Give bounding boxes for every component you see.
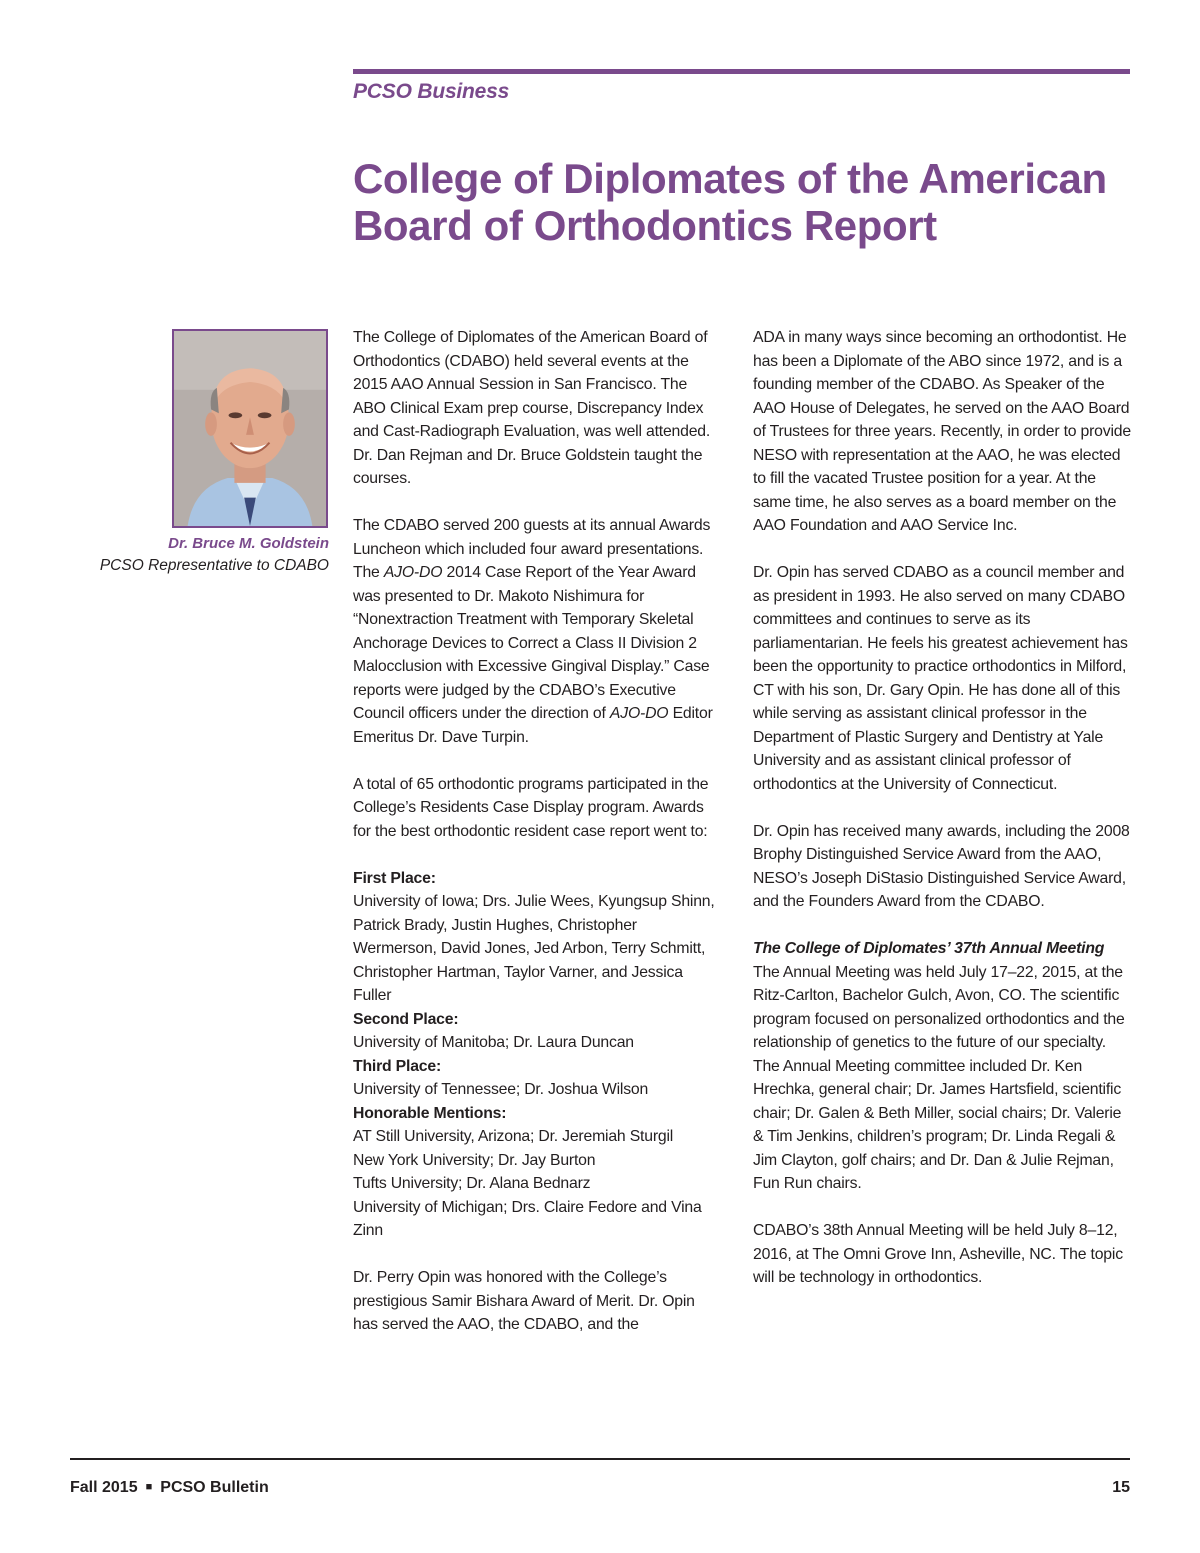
award-second-text: University of Manitoba; Dr. Laura Duncan xyxy=(353,1034,634,1051)
paragraph: Dr. Perry Opin was honored with the College’s prestigious Samir Bishara Award of Merit. Dr. Opin has served the AAO, the CDABO, and the xyxy=(353,1269,695,1333)
footer-rule xyxy=(70,1458,1130,1460)
paragraph: ADA in many ways since becoming an orthodontist. He has been a Diplomate of the ABO since 1972, and is a founding member of the CDABO. As Speaker of the AAO House of Delegates, he served on the AAO Board of Trustees for three years. Recently, in order to provide NESO with representation at the AAO, he was elected to fill the vacated Trustee position for a year. At the same time, he also serves as a board member on the AAO Foundation and AAO Service Inc. xyxy=(753,329,1131,534)
paragraph: A total of 65 orthodontic programs participated in the College’s Residents Case Display program. Awards for the best orthodontic resident case report went to: xyxy=(353,775,709,840)
paragraph: Dr. Opin has received many awards, including the 2008 Brophy Distinguished Service Award from the AAO, NESO’s Joseph DiStasio Distinguished Service Award, and the Founders Award from the CDABO. xyxy=(753,822,1130,910)
square-bullet-icon: ■ xyxy=(145,1481,153,1493)
honorable-mention-item: University of Michigan; Drs. Claire Fedore and Vina Zinn xyxy=(353,1198,702,1239)
section-label: PCSO Business xyxy=(353,80,510,103)
paragraph: Dr. Opin has served CDABO as a council member and as president in 1993. He also served on many CDABO committees and continues to serve as its parliamentarian. He feels his greatest achievement has been the opportunity to practice orthodontics in Milford, CT with his son, Dr. Gary Opin. He has done all of this while serving as assistant clinical professor in the Department of Plastic Surgery and Dentistry at Yale University and as assistant clinical professor of orthodontics at the University of Connecticut. xyxy=(753,564,1128,793)
award-label-third: Third Place: xyxy=(353,1057,442,1075)
article-column-2 xyxy=(753,326,1133,1290)
article-column-1 xyxy=(353,326,723,1337)
award-label-honorable: Honorable Mentions: xyxy=(353,1104,507,1122)
honorable-mention-item: Tufts University; Dr. Alana Bednarz xyxy=(353,1175,591,1192)
award-label-first: First Place: xyxy=(353,869,436,887)
paragraph: CDABO’s 38th Annual Meeting will be held July 8–12, 2016, at The Omni Grove Inn, Asheville, NC. The topic will be technology in orthodontics. xyxy=(753,1222,1123,1286)
header-rule xyxy=(353,69,1130,74)
honorable-mention-item: AT Still University, Arizona; Dr. Jeremiah Sturgil xyxy=(353,1128,674,1145)
annual-meeting-heading: The College of Diplomates’ 37th Annual Meeting xyxy=(753,940,1105,957)
honorable-mention-item: New York University; Dr. Jay Burton xyxy=(353,1151,596,1169)
paragraph: The Annual Meeting was held July 17–22, 2015, at the Ritz-Carlton, Bachelor Gulch, Avon, CO. The scientific program focused on personalized orthodontics and the relationship of genetics to the future of our specialty. The Annual Meeting committee included Dr. Ken Hrechka, general chair; Dr. James Hartsfield, scientific chair; Dr. Galen & Beth Miller, social chairs; Dr. Valerie & Tim Jenkins, children’s program; Dr. Linda Regali & Jim Clayton, golf chairs; and Dr. Dan & Julie Rejman, Fun Run chairs. xyxy=(753,963,1125,1192)
paragraph-awards-luncheon: The CDABO served 200 guests at its annual Awards Luncheon which included four award presentations. The AJO-DO 2014 Case Report of the Year Award was presented to Dr. Makoto Nishimura for “Nonextraction Treatment with Temporary Skeletal Anchorage Devices to Correct a Class II Division 2 Malocclusion with Excessive Gingival Display.” Case reports were judged by the CDABO’s Executive Council officers under the direction of AJO-DO Editor Emeritus Dr. Dave Turpin. xyxy=(353,517,713,746)
photo-caption-role: PCSO Representative to CDABO xyxy=(99,557,329,574)
page-number: 15 xyxy=(1112,1479,1130,1496)
paragraph: The College of Diplomates of the American Board of Orthodontics (CDABO) held several events at the 2015 AAO Annual Session in San Francisco. The ABO Clinical Exam prep course, Discrepancy Index and Cast-Radiograph Evaluation, was well attended. Dr. Dan Rejman and Dr. Bruce Goldstein taught the courses. xyxy=(353,329,711,487)
portrait-photo-icon xyxy=(174,331,326,526)
page-title: College of Diplomates of the American Board of Orthodontics Report xyxy=(353,155,1107,249)
award-first-text: University of Iowa; Drs. Julie Wees, Kyungsup Shinn, Patrick Brady, Justin Hughes, Christopher Wermerson, David Jones, Jed Arbon, Terry Schmitt, Christopher Hartman, Taylor Varner, and Jessica Fuller xyxy=(353,893,715,1004)
portrait-photo xyxy=(172,329,328,528)
footer-issue: Fall 2015 ■ PCSO Bulletin xyxy=(70,1479,269,1496)
award-label-second: Second Place: xyxy=(353,1010,459,1028)
award-third-text: University of Tennessee; Dr. Joshua Wilson xyxy=(353,1081,649,1098)
photo-caption-name: Dr. Bruce M. Goldstein xyxy=(168,535,329,552)
